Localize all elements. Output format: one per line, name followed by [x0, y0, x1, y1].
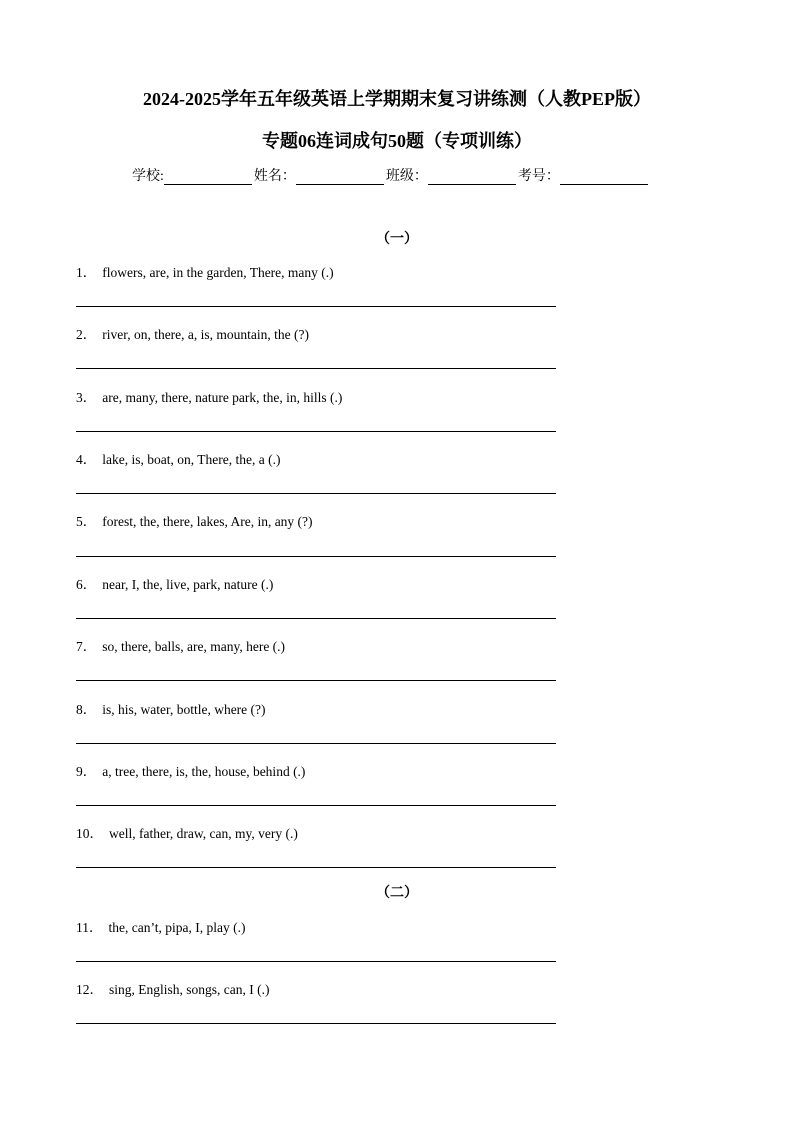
- question-text: the, can’t, pipa, I, play (.): [108, 920, 246, 935]
- question-number: 12．: [76, 982, 103, 997]
- page-subtitle: 专题06连词成句50题（专项训练）: [262, 131, 532, 151]
- answer-line[interactable]: [76, 680, 556, 681]
- student-info-row: [132, 165, 648, 185]
- page-title: 2024-2025学年五年级英语上学期期末复习讲练测（人教PEP版）: [143, 89, 651, 109]
- question-text: lake, is, boat, on, There, the, a (.): [102, 452, 281, 467]
- question-number: 9．: [76, 764, 97, 779]
- answer-line[interactable]: [76, 368, 556, 369]
- question-item: [76, 635, 285, 655]
- name-label: 姓名：: [253, 169, 296, 184]
- school-blank[interactable]: [164, 167, 252, 185]
- class-label: 班级：: [385, 169, 428, 184]
- question-text: a, tree, there, is, the, house, behind (.): [102, 764, 306, 779]
- section-heading: （一）: [376, 232, 418, 247]
- question-text: is, his, water, bottle, where (?): [102, 702, 266, 717]
- exam-number-blank[interactable]: [560, 167, 648, 185]
- question-text: so, there, balls, are, many, here (.): [102, 639, 286, 654]
- question-item: [76, 916, 245, 936]
- question-number: 11．: [76, 920, 103, 935]
- answer-line[interactable]: [76, 306, 556, 307]
- question-item: [76, 448, 280, 468]
- question-number: 2．: [76, 327, 97, 342]
- question-number: 10．: [76, 826, 103, 841]
- question-item: [76, 822, 298, 842]
- exam-number-label: 考号：: [517, 169, 560, 184]
- question-text: sing, English, songs, can, I (.): [109, 982, 270, 997]
- answer-line[interactable]: [76, 805, 556, 806]
- question-text: well, father, draw, can, my, very (.): [109, 826, 298, 841]
- class-blank[interactable]: [428, 167, 516, 185]
- section-heading: （二）: [376, 886, 418, 901]
- question-number: 4．: [76, 452, 97, 467]
- question-text: forest, the, there, lakes, Are, in, any (?): [102, 514, 313, 529]
- question-item: [76, 386, 342, 406]
- answer-line[interactable]: [76, 618, 556, 619]
- school-label: 学校:: [132, 169, 164, 184]
- question-number: 1．: [76, 265, 97, 280]
- question-item: [76, 261, 334, 281]
- question-number: 3．: [76, 390, 97, 405]
- question-item: [76, 698, 266, 718]
- question-text: flowers, are, in the garden, There, many (.): [102, 265, 334, 280]
- school-field: [132, 165, 252, 185]
- answer-line[interactable]: [76, 961, 556, 962]
- answer-line[interactable]: [76, 867, 556, 868]
- question-number: 5．: [76, 514, 97, 529]
- class-field: [384, 165, 516, 185]
- question-text: are, many, there, nature park, the, in, hills (.): [102, 390, 343, 405]
- question-text: near, I, the, live, park, nature (.): [102, 577, 274, 592]
- name-blank[interactable]: [296, 167, 384, 185]
- answer-line[interactable]: [76, 493, 556, 494]
- question-text: river, on, there, a, is, mountain, the (?): [102, 327, 310, 342]
- exam-number-field: [516, 165, 648, 185]
- question-number: 8．: [76, 702, 97, 717]
- answer-line[interactable]: [76, 556, 556, 557]
- question-item: [76, 573, 273, 593]
- question-item: [76, 760, 305, 780]
- answer-line[interactable]: [76, 743, 556, 744]
- answer-line[interactable]: [76, 1023, 556, 1024]
- question-item: [76, 510, 313, 530]
- question-number: 6．: [76, 577, 97, 592]
- answer-line[interactable]: [76, 431, 556, 432]
- question-item: [76, 978, 269, 998]
- question-item: [76, 323, 309, 343]
- name-field: [252, 165, 384, 185]
- question-number: 7．: [76, 639, 97, 654]
